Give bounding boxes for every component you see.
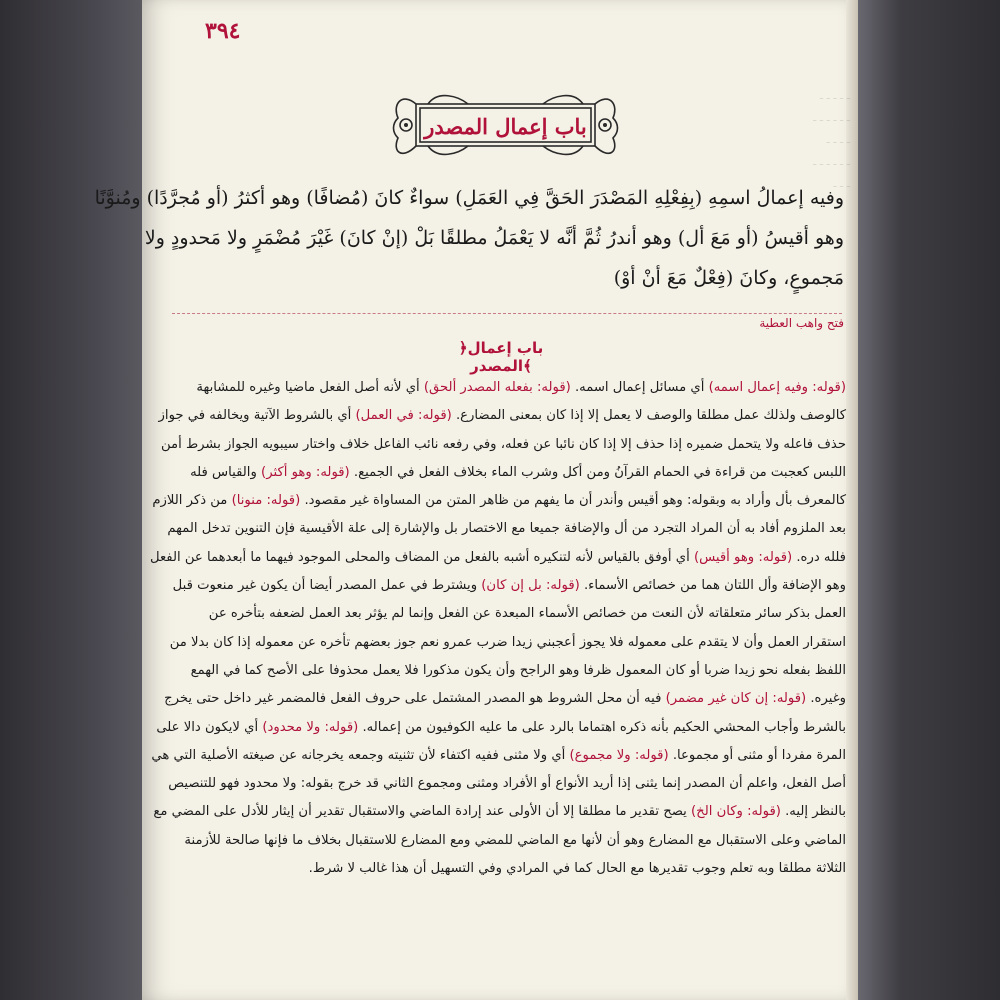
commentary-text: فلله دره. — [792, 549, 846, 565]
background-left — [0, 0, 142, 1000]
commentary-line — [170, 855, 846, 883]
commentary-title: فتح واهب العطية — [759, 316, 844, 330]
commentary-text: من ذكر اللازم — [152, 493, 232, 509]
main-text — [94, 178, 844, 298]
commentary-text: أي لأنه أصل الفعل ماضيا وغيره للمشابهة — [196, 380, 424, 395]
quoted-phrase: (قوله: وهو أقيس) — [693, 549, 793, 565]
commentary-text: أي لايكون دالا على — [156, 719, 263, 735]
commentary-line — [170, 827, 846, 855]
commentary-line — [170, 374, 846, 402]
commentary-text: المرة مفردا أو مثنى أو مجموعا. — [668, 747, 846, 763]
commentary-text: كالمعرف بأل وأراد به وبقوله: وهو أقيس وأندر أن ما يفهم من ظاهر المتن من المساواة غير مقصود. — [300, 493, 846, 509]
bleed-through-text: ـ ـ ـ ـ ـ ـ ـ ـ ـ ـ ـ ـ ـ ـ ـ ـ ـ ـ ـ ـ ـ ـ ـ ـ — [813, 89, 850, 190]
section-divider — [172, 313, 842, 314]
matn-line: وهو أقيسُ (أو مَعَ أل) وهو أندرُ ثُمَّ أنَّه لا يَعْمَلُ مطلقًا بَلْ (إنْ كانَ) غَيْرَ مُضْمَرٍ ولا مَحدودٍ ولا — [144, 227, 844, 249]
commentary-text: حذف فاعله ولا يتحمل ضميره إذا حذف إلا إذا كان نائبا عن فعله، وفي رفعه نائب الفاعل خلاف واختار سيبويه الجواز بشرط أمن — [161, 436, 846, 452]
commentary-text: كالوصف ولذلك عمل مطلقا والوصف لا يعمل إلا إذا كان بمعنى المضارع. — [451, 408, 846, 424]
commentary-text: وهو الإضافة وأل اللتان هما من خصائص الأسماء. — [579, 578, 846, 594]
commentary-line — [170, 600, 846, 628]
chapter-title: باب إعمال المصدر — [424, 114, 587, 139]
commentary-text: والقياس فله — [190, 464, 262, 480]
commentary-text: بعد الملزوم أفاد به أن المراد التجرد من أل والإضافة جميعا مع الاختصار بل والإشارة إلى علة الأقيسية فإن التنوين تدخل المهم — [167, 521, 846, 537]
commentary-line — [170, 459, 846, 487]
commentary-line — [156, 714, 846, 742]
quoted-phrase: (قوله: ولا مجموع) — [569, 747, 669, 763]
commentary-line — [167, 515, 846, 543]
commentary-text: اللفظ بفعله نحو زيدا ضربا أو كان المعمول ظرفا وهو الراجح وأن يكون مذكورا فلا يعمل محذوفا على الأصح كما في الهمع — [190, 662, 846, 678]
quoted-phrase: (قوله: وهو أكثر) — [261, 464, 350, 480]
commentary-text: بالشرط وأجاب المحشي الحكيم بأنه ذكره اهتماما بالرد على ما عليه الكوفيون من إعماله. — [358, 719, 846, 735]
commentary-text: يصح تقدير ما مطلقا إلا أن الأولى عند إرادة الماضي والاستقبال تقدير أن إيثار للأدل على المضي مع — [153, 804, 692, 820]
commentary-text: أي بالشروط الآتية ويخالفه في جواز — [158, 408, 356, 424]
commentary-line — [151, 742, 846, 770]
quoted-phrase: (قوله: بفعله المصدر ألحق) — [423, 380, 571, 395]
commentary-text: الماضي وعلى الاستقبال مع المضارع وهو أن لأنها مع الماضي للمضي ومع المضارع للاستقبال بخلاف ما فإنها صالحة للأزمنة — [184, 832, 846, 848]
matn-line: مَجموعٍ، وكانَ (فِعْلٌ مَعَ أنْ أوْ) — [613, 267, 844, 289]
commentary-text: اللبس كعجبت من قراءة في الحمام القرآنُ ومن أكل وشرب الماء بخلاف الفعل في الجميع. — [349, 464, 846, 480]
commentary-text: أي ولا مثنى ففيه اكتفاء لأن تثنيته وجمعه يخرجانه عن صيغته الأصلية التي هي — [151, 747, 570, 763]
commentary-section-heading: ﴿باب إعمال المصدر﴾ — [458, 339, 544, 375]
commentary-line — [161, 431, 846, 459]
matn-line: وفيه إعمالُ اسمِهِ (بِفِعْلِهِ المَصْدَرَ الحَقَّ فِي العَمَلِ) سواءٌ كانَ (مُضافًا) وهو أكثرُ (أو مُجرَّدًا) ومُنوَّنًا — [94, 187, 844, 209]
quoted-phrase: (قوله: في العمل) — [355, 408, 452, 424]
commentary-text: بالنظر إليه. — [780, 804, 846, 820]
commentary-text: أصل الفعل، واعلم أن المصدر إنما يثنى إذا أريد الأنواع أو الأفراد ومثنى ومجموع الثاني قد خرج بقوله: ولا محدود فهو للتنصيص — [168, 776, 846, 792]
commentary-text: أي مسائل إعمال اسمه. — [570, 380, 709, 395]
page-number: ٣٩٤ — [205, 18, 241, 44]
commentary-text: العمل بذكر سائر متعلقاته لأن النعت من خصائص الأسماء المبعدة عن الفعل وإنما لم يؤثر بعد العمل لضعفه بتأخره عن — [208, 606, 846, 622]
commentary-text: استقرار العمل وأن لا يتقدم على معموله فلا يجوز أعجبني زيدا ضرب عمرو نعم جوز بعضهم تأخره عن معموله إذا كان بدلا من — [169, 634, 846, 650]
commentary-text: أي أوفق بالقياس لأنه لتنكيره أشبه بالفعل من المضاف والمحلى الموجود فيهما ما أبعدهما عن الفعل — [149, 549, 694, 565]
commentary-line — [149, 544, 846, 572]
commentary-text: ويشترط في عمل المصدر أيضا أن يكون غير منعوت قبل — [172, 578, 482, 594]
quoted-phrase: (قوله: ولا محدود) — [262, 719, 359, 735]
quoted-phrase: (قوله: بل إن كان) — [481, 578, 580, 594]
commentary-line — [170, 629, 846, 657]
background-right — [858, 0, 1000, 1000]
quoted-phrase: (قوله: وكان الخ) — [691, 804, 781, 820]
commentary-text: الثلاثة مطلقا وبه تعلم وجوب تقديرها مع الحال كما في المرادي وفي التسهيل أن هذا غالب لا شرط. — [308, 861, 846, 877]
quoted-phrase: (قوله: إن كان غير مضمر) — [665, 691, 807, 707]
commentary-line — [153, 798, 846, 826]
commentary-line — [158, 402, 846, 430]
commentary-line — [170, 657, 846, 685]
commentary-body — [149, 374, 846, 883]
commentary-line — [170, 770, 846, 798]
commentary-text: وغيره. — [806, 691, 846, 707]
commentary-line — [152, 487, 846, 515]
quoted-phrase: (قوله: منونا) — [231, 493, 301, 509]
commentary-line — [164, 685, 846, 713]
quoted-phrase: (قوله: وفيه إعمال اسمه) — [708, 380, 846, 395]
commentary-text: فيه أن محل الشروط هو المصدر المشتمل على حروف الفعل فالمضمر غير داخل حتى يخرج — [164, 691, 666, 707]
commentary-line — [170, 572, 846, 600]
